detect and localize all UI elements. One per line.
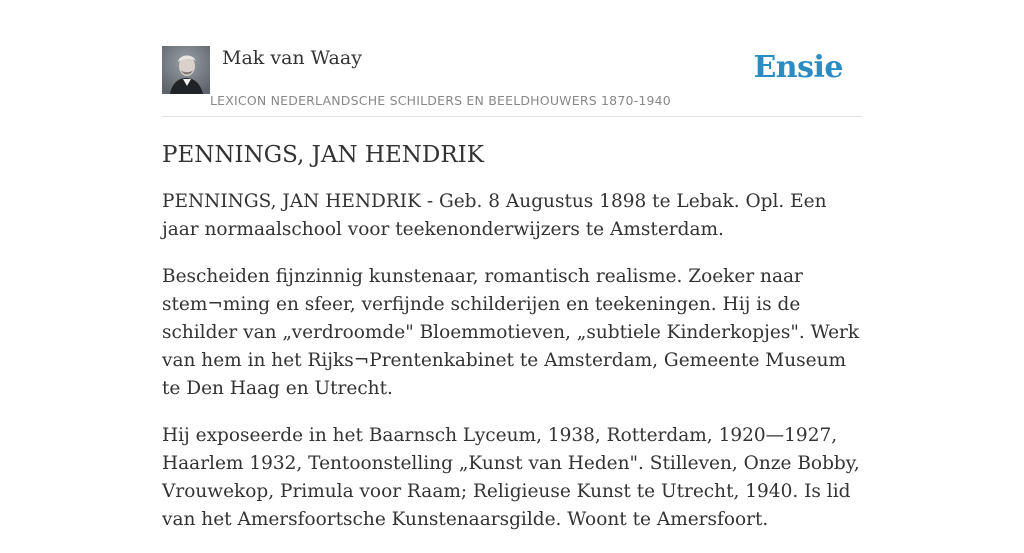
- article-paragraph: Bescheiden fijnzinnig kunstenaar, romantisch realisme. Zoeker naar stem¬ming en sfeer, verfijnde schilderijen en teekeningen. Hij is de schilder van „verdroomde" Bloemmotieven, „subtiele Kinderkopjes". Werk van hem in het Rijks¬Prentenkabinet te Amsterdam, Gemeente Museum te Den Haag en Utrecht.: [162, 266, 860, 399]
- source-title[interactable]: LEXICON NEDERLANDSCHE SCHILDERS EN BEELDHOUWERS 1870-1940: [210, 93, 671, 108]
- person-portrait-icon: [162, 46, 210, 94]
- article-paragraph: Hij exposeerde in het Baarnsch Lyceum, 1938, Rotterdam, 1920—1927, Haarlem 1932, Tentoonstelling „Kunst van Heden". Stilleven, Onze Bobby, Vrouwekop, Primula voor Raam; Religieuse Kunst te Utrecht, 1940. Is lid van het Amersfoortsche Kunstenaarsgilde. Woont te Amersfoort.: [162, 425, 860, 530]
- author-avatar[interactable]: [162, 46, 210, 94]
- article-paragraph: PENNINGS, JAN HENDRIK - Geb. 8 Augustus 1898 te Lebak. Opl. Een jaar normaalschool voor teekenonderwijzers te Amsterdam.: [162, 191, 827, 240]
- header: [162, 46, 862, 117]
- author-name[interactable]: Mak van Waay: [222, 47, 362, 69]
- article: [162, 139, 862, 553]
- article-title: PENNINGS, JAN HENDRIK: [162, 142, 484, 168]
- brand-logo[interactable]: Ensie: [753, 50, 843, 85]
